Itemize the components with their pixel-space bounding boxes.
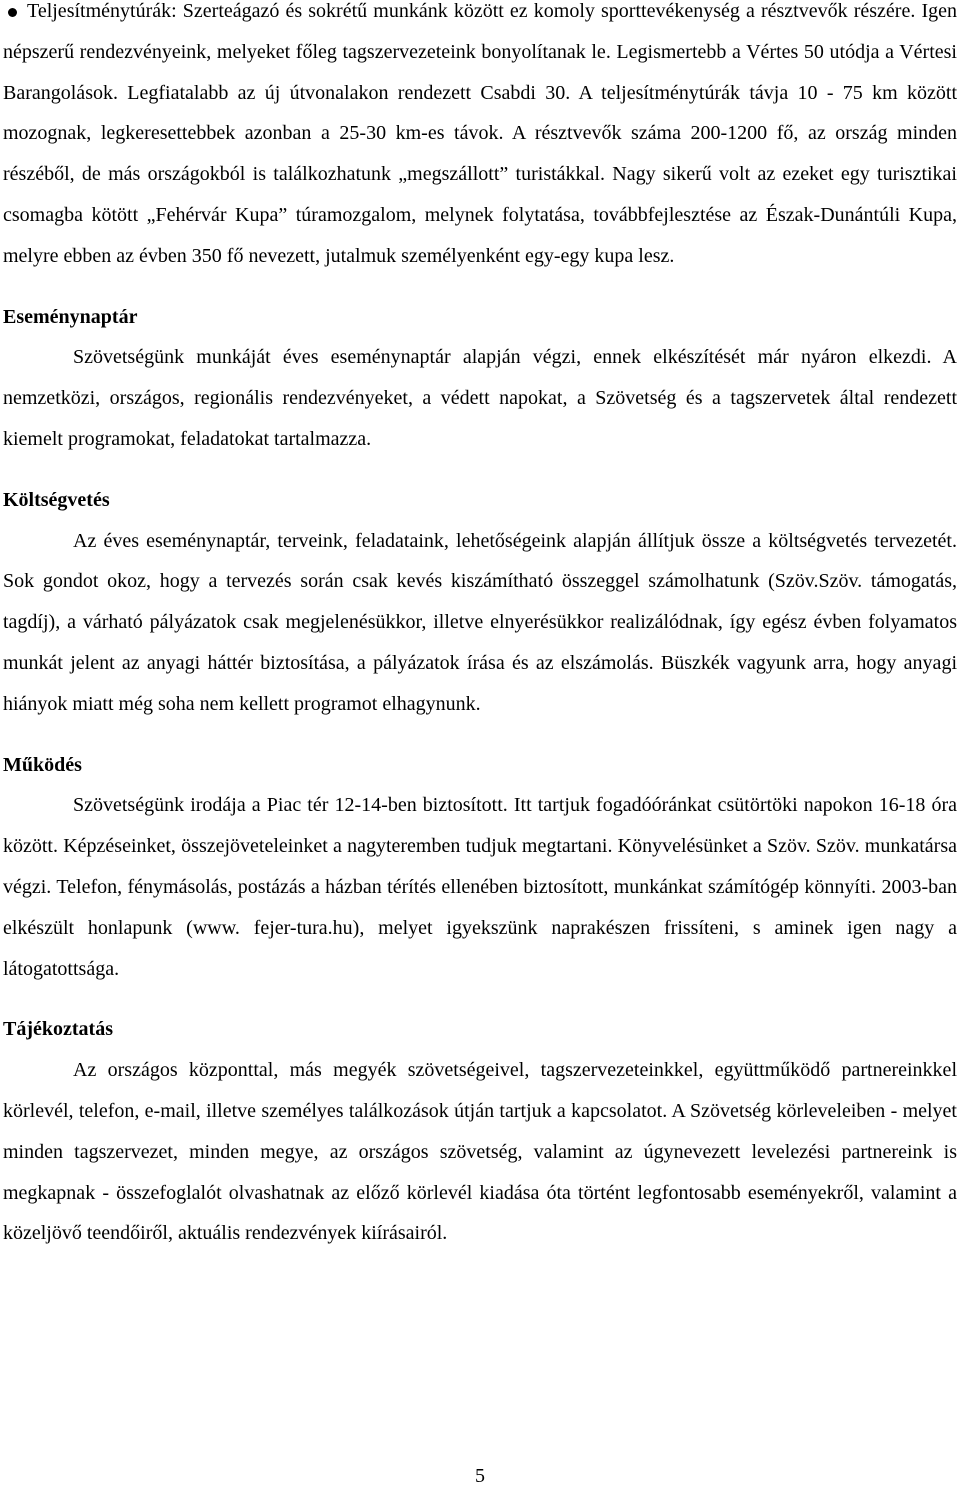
section-paragraph-esemenynaptar: Szövetségünk munkáját éves eseménynaptár alapján végzi, ennek elkészítését már nyáron elkezdi. A nemzetközi, országos, regionális rendezvényeket, a védett napokat, a Szövetség és a tagszervetek által rendezett kiemelt programokat, feladatokat tartalmazza.	[3, 346, 957, 450]
bullet-list-item	[3, 0, 957, 277]
section-heading-esemenynaptar: Eseménynaptár	[3, 305, 138, 328]
bullet-paragraph: Teljesítménytúrák: Szerteágazó és sokrétű munkánk között ez komoly sporttevékenység a résztvevők részére. Igen népszerű rendezvényeink, melyeket főleg tagszervezeteink bonyolítanak le. Legismertebb a Vértes 50 utódja a Vértesi Barangolások. Legfiatalabb az új útvonalakon rendezett Csabdi 30. A teljesítménytúrák távja 10 - 75 km között mozognak, legkeresettebbek azonban a 25-30 km-es távok. A résztvevők száma 200-1200 fő, az ország minden részéből, de más országokból is találkozhatunk „megszállott” turistákkal. Nagy sikerű volt az ezeket egy turisztikai csomagba kötött „Fehérvár Kupa” túramozgalom, melynek folytatása, továbbfejlesztése az Észak-Dunántúli Kupa, melyre ebben az évben 350 fő nevezett, jutalmuk személyenként egy-egy kupa lesz.	[3, 0, 957, 267]
section-heading-mukodes: Működés	[3, 753, 82, 776]
section-paragraph-koltsegvetes: Az éves eseménynaptár, terveink, feladataink, lehetőségeink alapján állítjuk össze a költségvetés tervezetét. Sok gondot okoz, hogy a tervezés során csak kevés kiszámítható összeggel számolhatunk (Szöv.Szöv. támogatás, tagdíj), a várható pályázatok csak megjelenésükkor, illetve elnyerésükkor realizálódnak, így egész évben folyamatos munkát jelent az anyagi háttér biztosítása, a pályázatok írása és az elszámolás. Büszkék vagyunk arra, hogy anyagi hiányok miatt még soha nem kellett programot elhagynunk.	[3, 529, 957, 715]
section-heading-koltsegvetes: Költségvetés	[3, 488, 110, 511]
section-paragraph-tajekoztatas: Az országos központtal, más megyék szövetségeivel, tagszervezeteinkkel, együttműködő partnereinkkel körlevél, telefon, e-mail, illetve személyes találkozások útján tartjuk a kapcsolatot. A Szövetség körleveleiben - melyet minden tagszervezet, minden megye, az országos szövetség, valamint az úgynevezett levelezési partnereink is megkapnak - összefoglalót olvashatnak az előző körlevél kiadása óta történt legfontosabb eseményekről, valamint a közeljövő teendőiről, aktuális rendezvények kiírásairól.	[3, 1059, 957, 1245]
section-heading-tajekoztatas: Tájékoztatás	[3, 1018, 113, 1041]
page-number: 5	[475, 1465, 485, 1487]
section-paragraph-mukodes: Szövetségünk irodája a Piac tér 12-14-ben biztosított. Itt tartjuk fogadóóránkat csütörtöki napokon 16-18 óra között. Képzéseinket, összejöveteleinket a nagyteremben tudjuk megtartani. Könyvelésünket a Szöv. Szöv. munkatársa végzi. Telefon, fénymásolás, postázás a házban térítés ellenében biztosított, munkánkat számítógép könnyíti. 2003-ban elkészült honlapunk (www. fejer-tura.hu), melyet igyekszünk naprakészen frissíteni, s aminek igen nagy a látogatottsága.	[3, 794, 957, 980]
bullet-point-icon	[8, 8, 17, 17]
